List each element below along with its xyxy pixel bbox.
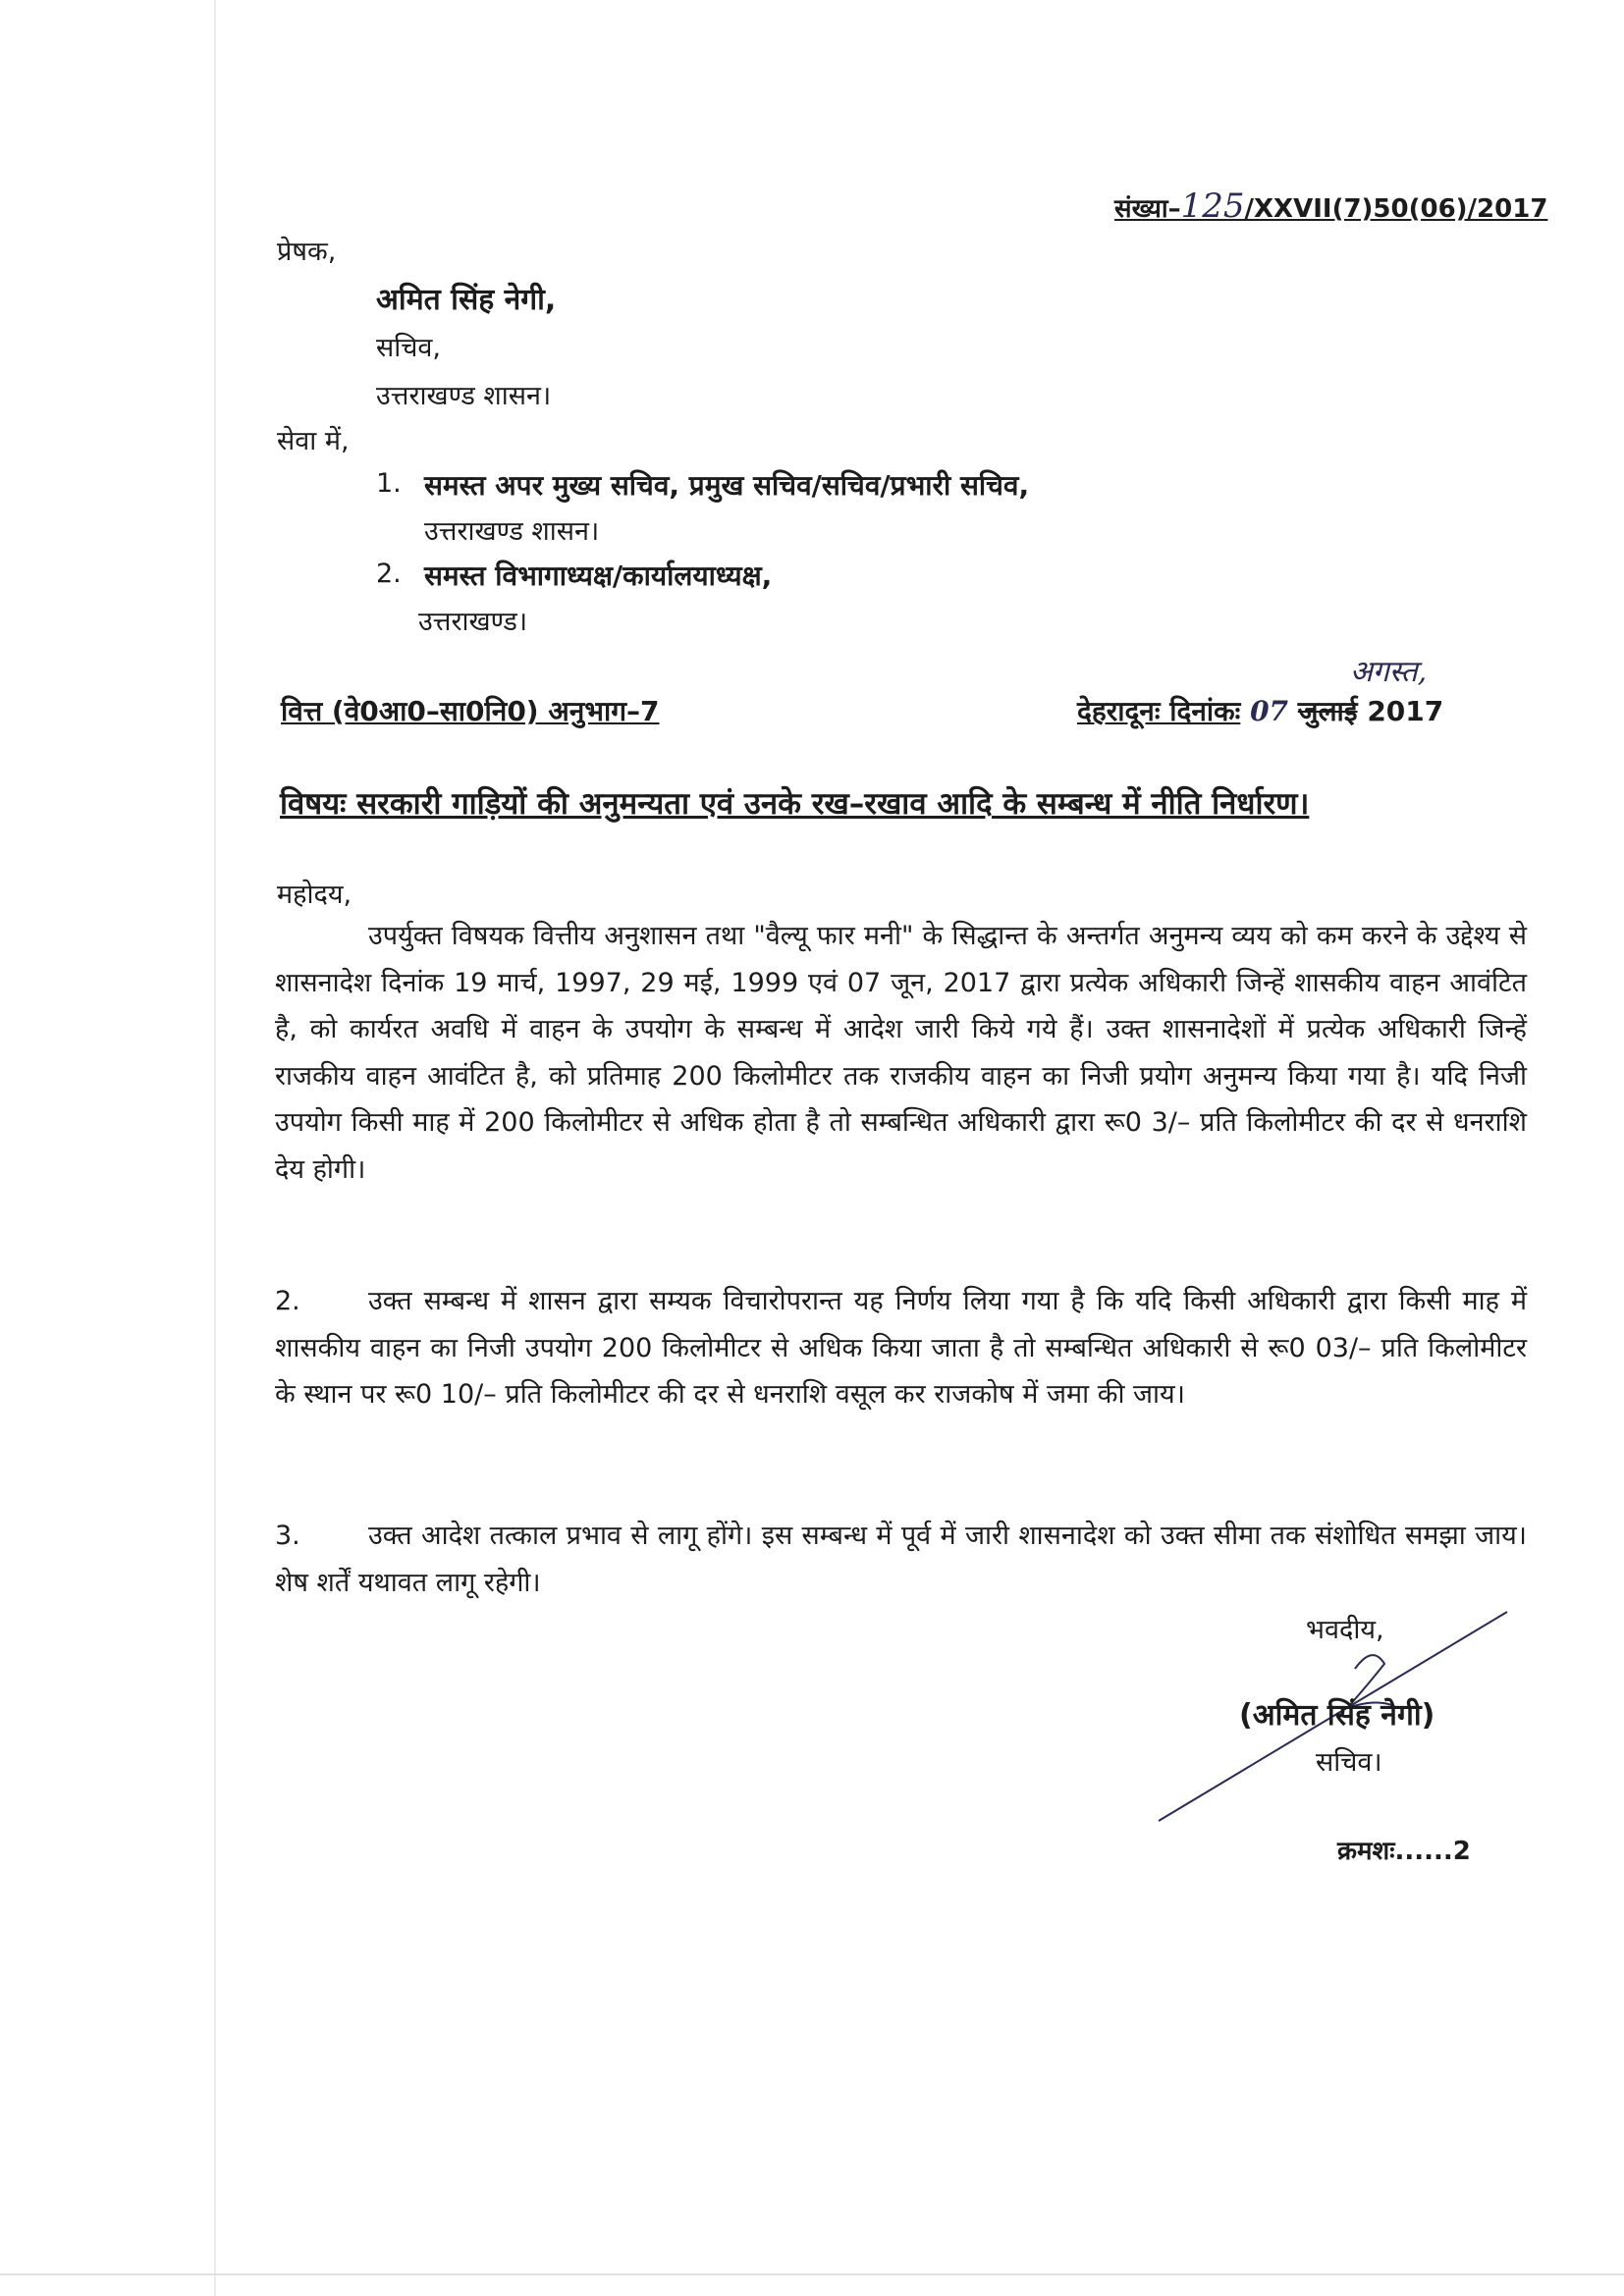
paragraph-2-number: 2. <box>275 1286 300 1316</box>
salutation: महोदय, <box>277 880 352 910</box>
date-year: 2017 <box>1367 695 1444 727</box>
sender-name: अमित सिंह नेगी, <box>376 283 557 317</box>
date-day: 07 <box>1250 695 1289 727</box>
closing: भवदीय, <box>1306 1615 1384 1645</box>
sender-designation: सचिव, <box>376 333 441 363</box>
date-prefix: देहरादूनः दिनांकः <box>1077 695 1241 727</box>
paragraph-2 <box>275 1278 1527 1418</box>
signatory-name: (अमित सिंह नेगी) <box>1239 1698 1435 1733</box>
paragraph-2-text: उक्त सम्बन्ध में शासन द्वारा सम्यक विचारोपरान्त यह निर्णय लिया गया है कि यदि किसी अधिकारी द्वारा किसी माह में शासकीय वाहन का निजी उपयोग 200 किलोमीटर से अधिक किया जाता है तो सम्बन्धित अधिकारी से रू0 03/– प्रति किलोमीटर के स्थान पर रू0 10/– प्रति किलोमीटर की दर से धनराशि वसूल कर राजकोष में जमा की जाय। <box>275 1286 1527 1410</box>
signatory-designation: सचिव। <box>1316 1747 1382 1778</box>
date-line <box>1077 692 1443 729</box>
paragraph-3 <box>275 1513 1527 1606</box>
sender-office: उत्तराखण्ड शासन। <box>376 381 552 411</box>
recipient-1-title: समस्त अपर मुख्य सचिव, प्रमुख सचिव/सचिव/प्रभारी सचिव, <box>424 469 1030 502</box>
recipient-2-number: 2. <box>376 559 402 589</box>
continued-marker: क्रमशः......2 <box>1337 1837 1471 1866</box>
reference-suffix: /XXVII(7)50(06)/2017 <box>1244 194 1548 224</box>
paragraph-1 <box>275 913 1527 1193</box>
to-label: सेवा में, <box>277 426 350 456</box>
paragraph-3-number: 3. <box>275 1521 300 1551</box>
date-handwritten-month: अगस्त, <box>1350 655 1428 689</box>
reference-handwritten-number: 125 <box>1180 187 1245 226</box>
page-edge-left <box>214 0 216 2296</box>
date-struck-month: जुलाई <box>1297 695 1358 727</box>
recipient-1-number: 1. <box>376 468 402 499</box>
paragraph-1-text: उपर्युक्त विषयक वित्तीय अनुशासन तथा "वैल्यू फार मनी" के सिद्धान्त के अन्तर्गत अनुमन्य व्यय को कम करने के उद्देश्य से शासनादेश दिनांक 19 मार्च, 1997, 29 मई, 1999 एवं 07 जून, 2017 द्वारा प्रत्येक अधिकारी जिन्हें शासकीय वाहन आवंटित है, को कार्यरत अवधि में वाहन के उपयोग के सम्बन्ध में आदेश जारी किये गये हैं। उक्त शासनादेशों में प्रत्येक अधिकारी जिन्हें राजकीय वाहन आवंटित है, को प्रतिमाह 200 किलोमीटर तक राजकीय वाहन का निजी प्रयोग अनुमन्य किया गया है। यदि निजी उपयोग किसी माह में 200 किलोमीटर से अधिक होता है तो सम्बन्धित अधिकारी द्वारा रू0 3/– प्रति किलोमीटर की दर से धनराशि देय होगी। <box>275 921 1527 1185</box>
paragraph-3-text: उक्त आदेश तत्काल प्रभाव से लागू होंगे। इस सम्बन्ध में पूर्व में जारी शासनादेश को उक्त सीमा तक संशोधित समझा जाय। शेष शर्तें यथावत लागू रहेगी। <box>275 1521 1527 1598</box>
reference-prefix: संख्या– <box>1114 194 1181 224</box>
recipient-2-title: समस्त विभागाध्यक्ष/कार्यालयाध्यक्ष, <box>424 560 773 592</box>
recipient-1-place: उत्तराखण्ड शासन। <box>424 516 600 547</box>
page-edge-bottom <box>0 2273 1624 2275</box>
reference-number <box>1114 187 1547 226</box>
subject-line: विषयः सरकारी गाड़ियों की अनुमन्यता एवं उनके रख–रखाव आदि के सम्बन्ध में नीति निर्धारण। <box>280 786 1310 822</box>
from-label: प्रेषक, <box>277 237 337 267</box>
recipient-2-place: उत्तराखण्ड। <box>418 607 528 637</box>
department-line: वित्त (वे0आ0–सा0नि0) अनुभाग–7 <box>281 695 660 727</box>
